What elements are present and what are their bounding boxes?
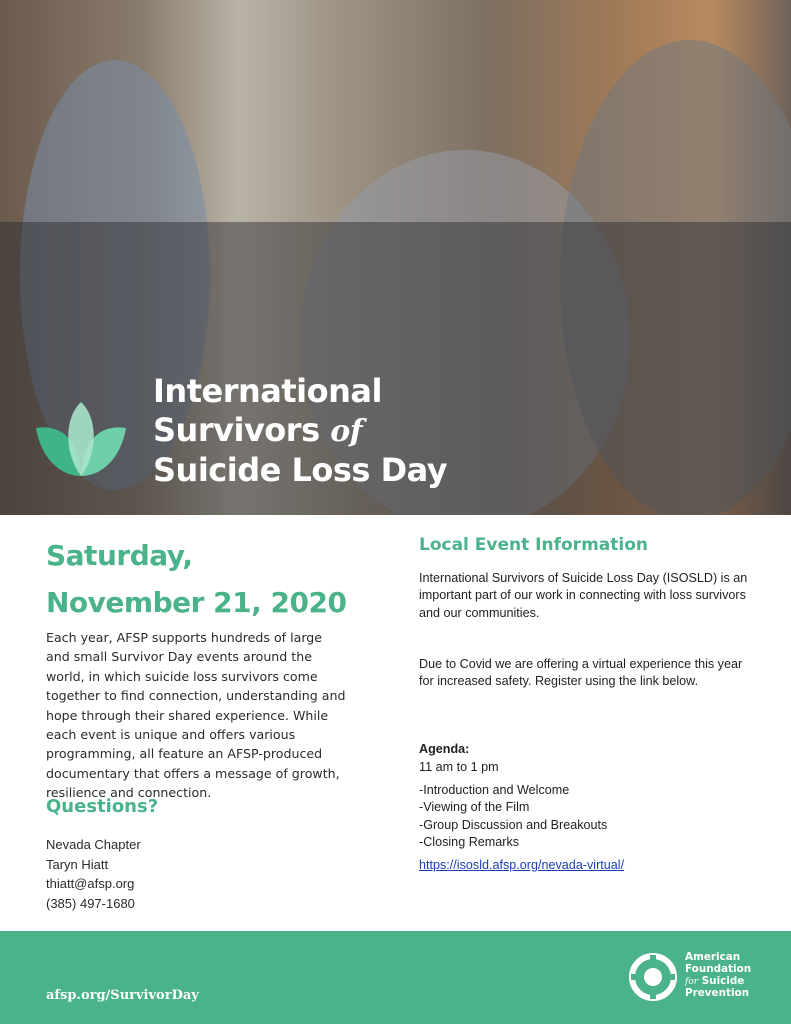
contact-name: Taryn Hiatt [46, 856, 109, 872]
agenda-item: -Viewing of the Film [419, 800, 530, 815]
hero-title-line1: International [153, 372, 382, 410]
footer-url: afsp.org/SurvivorDay [46, 988, 199, 1003]
local-event-paragraph-1: International Survivors of Suicide Loss Day (ISOSLD) is an important part of our work in connecting with loss survivors and our communities. [419, 571, 748, 620]
hero-title [153, 372, 447, 490]
event-intro-paragraph: Each year, AFSP supports hundreds of large and small Survivor Day events around the world, in which suicide loss survivors come together to find connection, understanding and hope through their shared experience. While each event is unique and offers various programming, all feature an AFSP-produced documentary that offers a message of growth, resilience and connection. [46, 630, 346, 801]
event-date [46, 532, 346, 626]
footer-org-name [685, 952, 751, 1000]
event-date-line1: Saturday, [46, 539, 193, 572]
agenda-list [419, 782, 607, 852]
event-date-line2: November 21, 2020 [46, 586, 347, 619]
footer-org-suicide: Suicide [701, 974, 745, 987]
afsp-lifering-logo-icon [629, 953, 677, 1001]
afsp-petal-logo-icon [34, 398, 128, 482]
contact-chapter: Nevada Chapter [46, 837, 141, 852]
contact-email: thiatt@afsp.org [46, 876, 135, 892]
local-event-paragraph-2: Due to Covid we are offering a virtual experience this year for increased safety. Register using the link below. [419, 657, 743, 689]
agenda-heading: Agenda: [419, 742, 470, 756]
hero-title-line3: Suicide Loss Day [153, 451, 448, 489]
agenda-time: 11 am to 1 pm [419, 760, 499, 774]
registration-link[interactable]: https://isosld.afsp.org/nevada-virtual/ [419, 858, 625, 872]
footer-org-line2: Foundation [685, 962, 752, 975]
hero-title-line2-italic: of [330, 414, 363, 449]
questions-heading: Questions? [46, 796, 159, 817]
footer-org-for: for [685, 976, 699, 987]
footer-org-line4: Prevention [685, 987, 750, 1000]
contact-list [46, 835, 141, 913]
footer-org-line1: American [685, 951, 741, 963]
agenda-item: -Introduction and Welcome [419, 783, 570, 797]
footer-bar [0, 931, 791, 1024]
agenda-item: -Closing Remarks [419, 835, 520, 850]
hero-title-line2-word: Survivors [153, 411, 320, 449]
agenda-item: -Group Discussion and Breakouts [419, 817, 608, 832]
local-event-heading: Local Event Information [419, 535, 648, 555]
contact-phone: (385) 497-1680 [46, 895, 135, 911]
